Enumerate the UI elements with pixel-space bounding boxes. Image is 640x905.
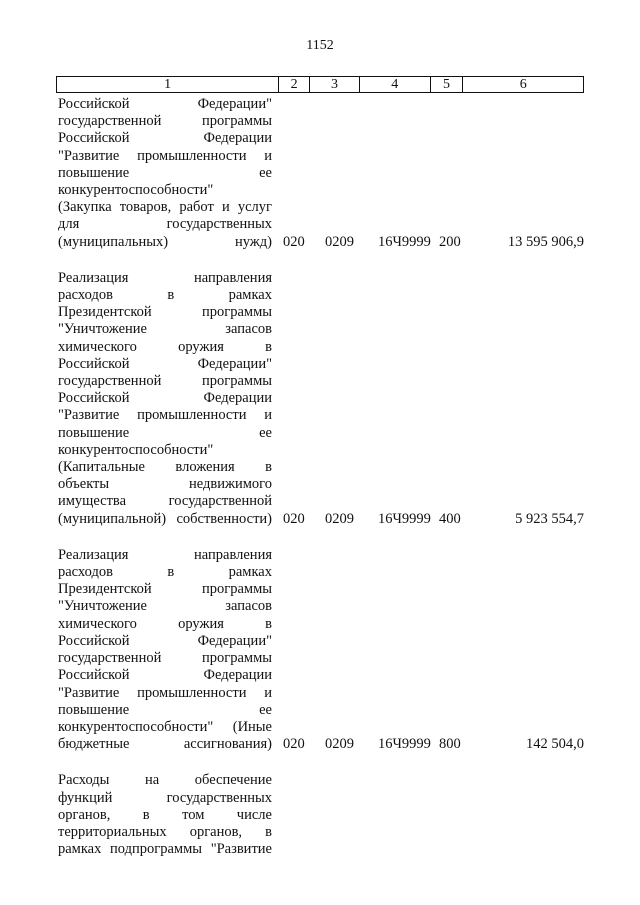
description-line: (муниципальной) собственности) <box>58 510 272 527</box>
description-line: химического оружия в <box>58 338 272 355</box>
description-line: (Капитальные вложения в <box>58 459 272 476</box>
header-col-4: 4 <box>360 77 431 92</box>
row-values <box>58 841 584 858</box>
table-row <box>58 96 584 251</box>
header-col-1: 1 <box>57 77 279 92</box>
description-line: конкурентоспособности" <box>58 182 214 199</box>
description-line: функций государственных <box>58 789 272 806</box>
description-line: конкурентоспособности" (Иные <box>58 718 272 735</box>
description-line: Российской Федерации" <box>58 96 272 112</box>
description-line: (Закупка товаров, работ и услуг <box>58 199 272 216</box>
page-number: 1152 <box>306 38 334 53</box>
description-line: имущества государственной <box>58 493 272 510</box>
target-article: 16Ч9999 <box>378 736 431 753</box>
table-row <box>58 270 584 528</box>
row-description <box>58 547 272 753</box>
header-col-6: 6 <box>519 77 527 92</box>
target-article: 16Ч9999 <box>378 233 431 250</box>
header-col-2: 2 <box>279 77 310 92</box>
description-line: органов, в том числе <box>58 806 272 823</box>
description-line: конкурентоспособности" <box>58 441 214 458</box>
description-line: повышение ее <box>58 424 272 441</box>
description-line: Российской Федерации <box>58 130 272 147</box>
row-description <box>58 270 272 528</box>
header-col-5: 5 <box>431 77 464 92</box>
description-line: расходов в рамках <box>58 564 272 581</box>
description-line: государственной программы <box>58 650 272 667</box>
section-code: 0209 <box>325 736 354 753</box>
table-body <box>58 96 584 858</box>
description-line: Реализация направления <box>58 546 272 563</box>
row-values <box>58 736 584 753</box>
amount-value: 5 923 554,7 <box>515 510 584 527</box>
table-row <box>58 547 584 753</box>
description-line: рамках подпрограммы "Развитие <box>58 841 272 858</box>
row-values <box>58 511 584 528</box>
grbs-code: 020 <box>283 736 305 753</box>
description-line: (муниципальных) нужд) <box>58 233 272 250</box>
description-line: Президентской программы <box>58 581 272 598</box>
expense-type: 800 <box>439 736 461 753</box>
amount-value: 13 595 906,9 <box>507 233 584 250</box>
section-code: 0209 <box>325 233 354 250</box>
row-description <box>58 96 272 251</box>
description-line: бюджетные ассигнования) <box>58 736 272 753</box>
header-col-3: 3 <box>310 77 360 92</box>
description-line: "Уничтожение запасов <box>58 598 272 615</box>
grbs-code: 020 <box>283 510 305 527</box>
grbs-code: 020 <box>283 233 305 250</box>
description-line: расходов в рамках <box>58 287 272 304</box>
target-article: 16Ч9999 <box>378 510 431 527</box>
description-line: "Развитие промышленности и <box>58 407 272 424</box>
description-line: Расходы на обеспечение <box>58 772 272 789</box>
description-line: Российской Федерации <box>58 667 272 684</box>
description-line: Российской Федерации" <box>58 632 272 649</box>
expense-type: 400 <box>439 510 461 527</box>
description-line: государственной программы <box>58 373 272 390</box>
table-header-row <box>56 76 584 93</box>
section-code: 0209 <box>325 510 354 527</box>
amount-value: 142 504,0 <box>526 736 584 753</box>
description-line: для государственных <box>58 216 272 233</box>
description-line: "Развитие промышленности и <box>58 147 272 164</box>
description-line: Президентской программы <box>58 304 272 321</box>
description-line: "Развитие промышленности и <box>58 684 272 701</box>
description-line: Российской Федерации" <box>58 355 272 372</box>
description-line: повышение ее <box>58 701 272 718</box>
description-line: государственной программы <box>58 113 272 130</box>
description-line: объекты недвижимого <box>58 476 272 493</box>
description-line: "Уничтожение запасов <box>58 321 272 338</box>
description-line: повышение ее <box>58 164 272 181</box>
expense-type: 200 <box>439 233 461 250</box>
table-row <box>58 772 584 858</box>
description-line: Российской Федерации <box>58 390 272 407</box>
row-values <box>58 234 584 251</box>
description-line: территориальных органов, в <box>58 823 272 840</box>
description-line: химического оружия в <box>58 615 272 632</box>
description-line: Реализация направления <box>58 269 272 286</box>
